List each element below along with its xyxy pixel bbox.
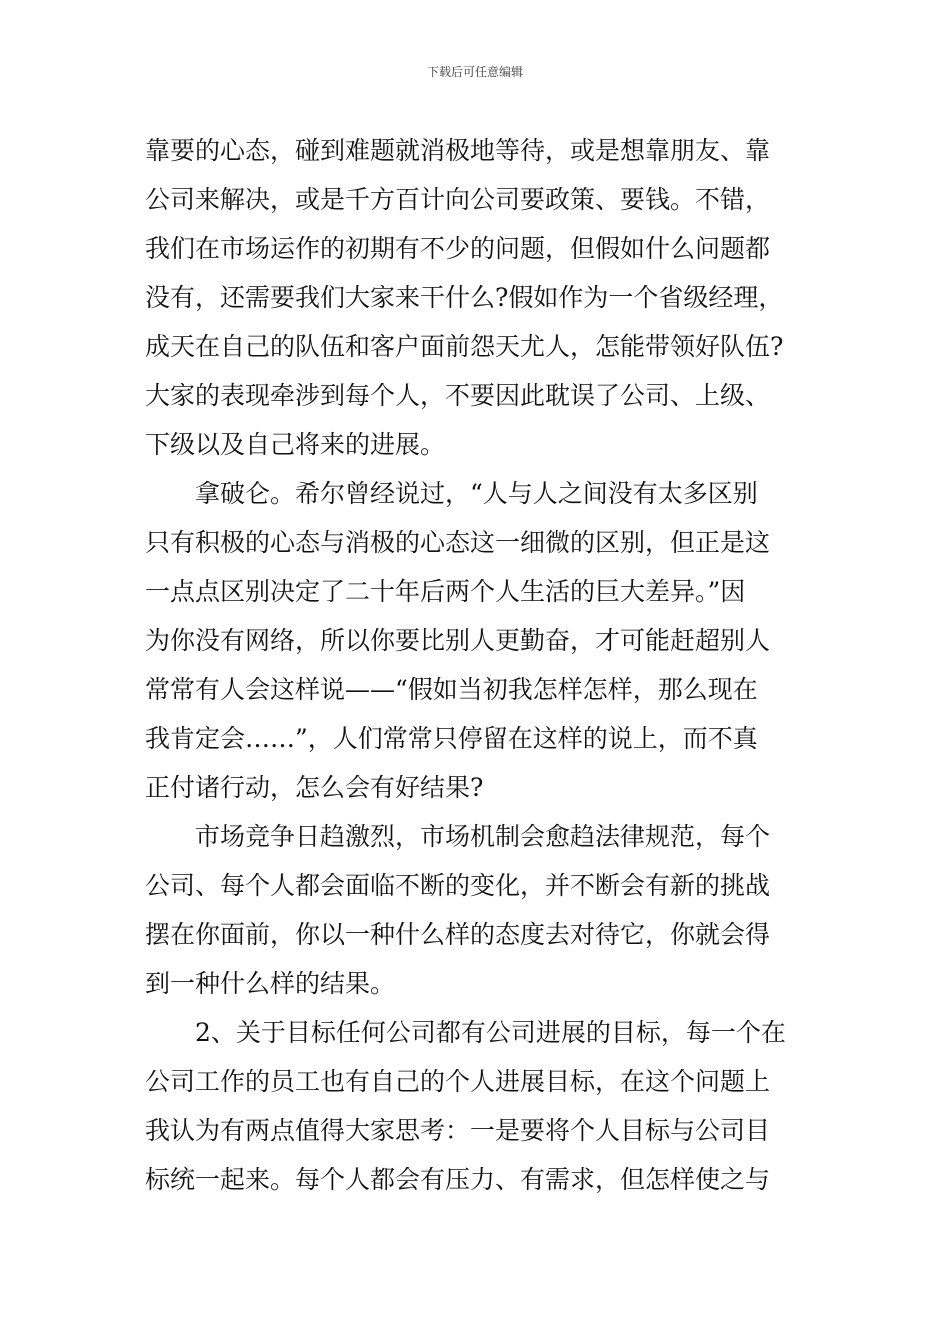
text-line: 公司来解决，或是千方百计向公司要政策、要钱。不错， <box>145 185 771 214</box>
text-line: 为你没有网络，所以你要比别人更勤奋，才可能赶超别人 <box>145 626 771 655</box>
paragraph-1 <box>145 126 810 469</box>
text-line: 常常有人会这样说——“假如当初我怎样怎样，那么现在 <box>145 675 758 704</box>
text-line: 一点点区别决定了二十年后两个人生活的巨大差异。”因 <box>145 577 746 606</box>
text-line: 没有，还需要我们大家来干什么?假如作为一个省级经理， <box>145 283 784 312</box>
text-line: 标统一起来。每个人都会有压力、有需求，但怎样使之与 <box>145 1165 771 1194</box>
paragraph-4 <box>145 1008 810 1204</box>
paragraph-3 <box>145 812 810 1008</box>
text-line: 靠要的心态，碰到难题就消极地等待，或是想靠朋友、靠 <box>145 136 771 165</box>
text-line: 拿破仑。希尔曾经说过，“人与人之间没有太多区别 <box>195 479 758 508</box>
text-line: 我肯定会……”，人们常常只停留在这样的说上，而不真 <box>145 724 758 753</box>
text-line: 公司工作的员工也有自己的个人进展目标，在这个问题上 <box>145 1067 771 1096</box>
text-line: 我们在市场运作的初期有不少的问题，但假如什么问题都 <box>145 234 771 263</box>
text-line: 我认为有两点值得大家思考：一是要将个人目标与公司目 <box>145 1116 771 1145</box>
page-header: 下载后可任意编辑 <box>426 65 523 79</box>
text-line: 到一种什么样的结果。 <box>145 969 396 998</box>
text-line: 大家的表现牵涉到每个人，不要因此耽误了公司、上级、 <box>145 381 771 410</box>
text-line: 公司、每个人都会面临不断的变化，并不断会有新的挑战 <box>145 871 771 900</box>
text-line: 2、关于目标任何公司都有公司进展的目标，每一个在 <box>195 1018 786 1047</box>
paragraph-2 <box>145 469 810 812</box>
text-line: 摆在你面前，你以一种什么样的态度去对待它，你就会得 <box>145 920 771 949</box>
text-line: 成天在自己的队伍和客户面前怨天尤人，怎能带领好队伍? <box>145 332 784 361</box>
document-body <box>145 126 810 1204</box>
text-line: 正付诸行动，怎么会有好结果? <box>145 773 484 802</box>
text-line: 只有积极的心态与消极的心态这一细微的区别，但正是这 <box>145 528 771 557</box>
text-line: 市场竞争日趋激烈，市场机制会愈趋法律规范，每个 <box>195 822 771 851</box>
text-line: 下级以及自己将来的进展。 <box>145 430 446 459</box>
